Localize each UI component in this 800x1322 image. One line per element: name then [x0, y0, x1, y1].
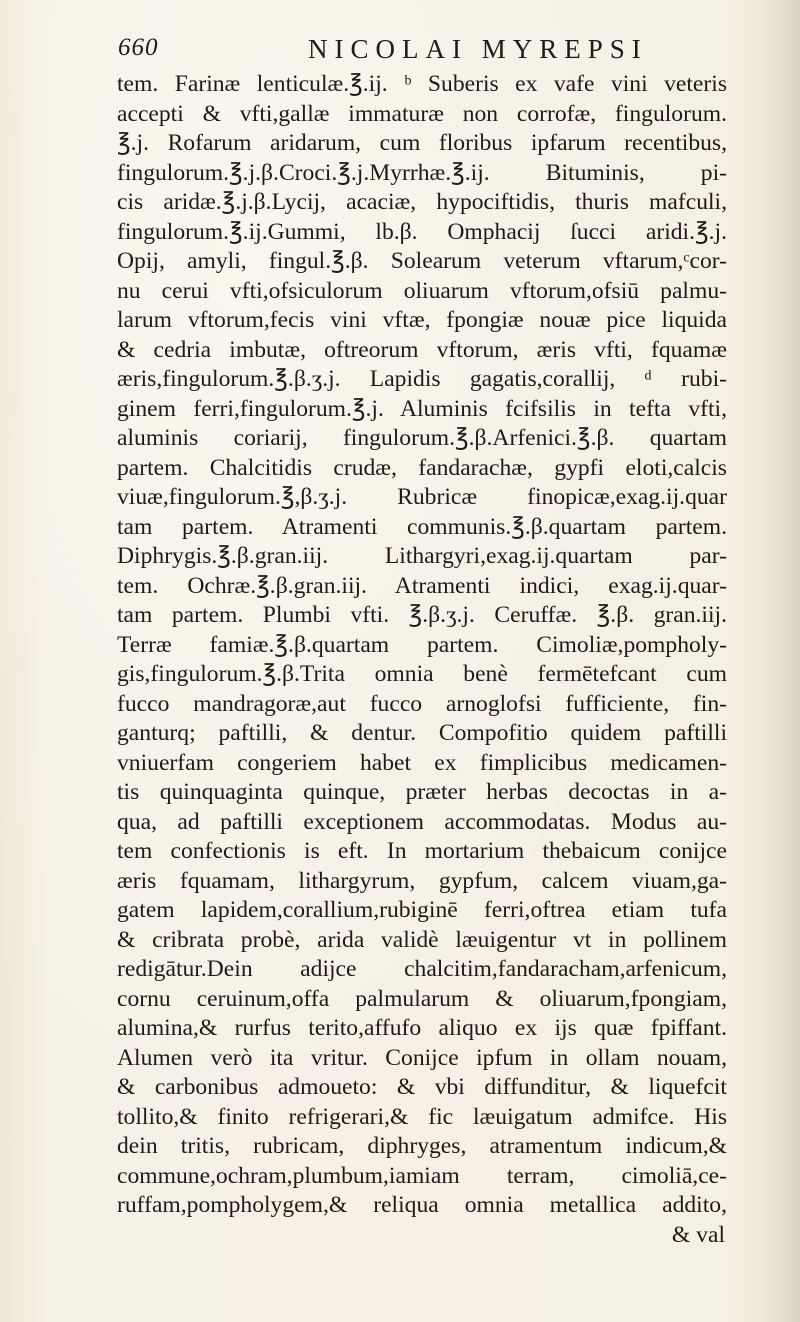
- text-line: tis quinquaginta quinque, præter herbas decoctas in a-: [117, 779, 727, 805]
- running-head: NICOLAI MYREPSI: [308, 34, 648, 64]
- text-line: Opij, amyli, fingul.℥.β. Solearum veterum vftarum,ᶜcor-: [117, 248, 727, 274]
- text-line: alumina,& rurfus terito,affufo aliquo ex ijs quæ fpiffant.: [117, 1015, 727, 1041]
- text-line: tam partem. Plumbi vfti. ℥.β.ʒ.j. Ceruffæ. ℥.β. gran.iij.: [117, 602, 727, 628]
- text-line: viuæ,fingulorum.℥,β.ʒ.j. Rubricæ finopicæ,exag.ij.quar: [117, 484, 727, 510]
- text-line: ℥.j. Rofarum aridarum, cum floribus ipfarum recentibus,: [117, 130, 727, 156]
- text-line: tam partem. Atramenti communis.℥.β.quartam partem.: [117, 513, 727, 540]
- text-line: larum vftorum,fecis vini vftæ, fpongiæ nouæ pice liquida: [117, 307, 727, 333]
- text-line: & cribrata probè, arida validè læuigentur vt in pollinem: [117, 926, 727, 953]
- text-line: æris fquamam, lithargyrum, gypfum, calcem viuam,ga-: [117, 867, 727, 894]
- text-line: cis aridæ.℥.j.β.Lycij, acaciæ, hypociftidis, thuris mafculi,: [117, 189, 727, 215]
- text-line: nu cerui vfti,ofsiculorum oliuarum vftorum,ofsiū palmu-: [117, 277, 727, 304]
- text-line: redigātur.Dein adijce chalcitim,fandaracham,arfenicum,: [117, 956, 727, 982]
- text-line: tem. Farinæ lenticulæ.℥.ij. ᵇ Suberis ex vafe vini veteris: [117, 71, 727, 97]
- text-line: dein tritis, rubricam, diphryges, atramentum indicum,&: [117, 1133, 727, 1159]
- text-line: Alumen verò ita vritur. Conijce ipfum in ollam nouam,: [117, 1044, 727, 1071]
- text-line: ganturq; paftilli, & dentur. Compofitio quidem paftilli: [117, 720, 727, 746]
- text-line: cornu ceruinum,offa palmularum & oliuarum,fpongiam,: [117, 985, 727, 1012]
- text-line: Terræ famiæ.℥.β.quartam partem. Cimoliæ,pompholy-: [117, 631, 727, 658]
- text-line: fingulorum.℥.ij.Gummi, lb.β. Omphacij ſucci aridi.℥.j.: [117, 218, 727, 245]
- text-line: gatem lapidem,corallium,rubiginē ferri,oftrea etiam tufa: [117, 897, 727, 923]
- page-number: 660: [118, 34, 159, 61]
- text-line: fingulorum.℥.j.β.Croci.℥.j.Myrrhæ.℥.ij. Bituminis, pi-: [117, 159, 727, 186]
- text-line: ginem ferri,fingulorum.℥.j. Aluminis fcifsilis in tefta vfti,: [117, 395, 727, 422]
- text-line: accepti & vfti,gallæ immaturæ non corrofæ, fingulorum.: [117, 100, 727, 127]
- text-line: fucco mandragoræ,aut fucco arnoglofsi fufficiente, fin-: [117, 690, 727, 717]
- page-header: [118, 34, 718, 74]
- body-text: [117, 70, 727, 1250]
- text-line: qua, ad paftilli exceptionem accommodatas. Modus au-: [117, 808, 727, 835]
- text-line: tem confectionis is eft. In mortarium thebaicum conijce: [117, 838, 727, 864]
- text-line: Diphrygis.℥.β.gran.iij. Lithargyri,exag.ij.quartam par-: [117, 543, 727, 569]
- text-line: æris,fingulorum.℥.β.ʒ.j. Lapidis gagatis,corallij, ᵈ rubi-: [117, 366, 727, 392]
- text-line: gis,fingulorum.℥.β.Trita omnia benè fermētefcant cum: [117, 661, 727, 687]
- text-line: vniuerfam congeriem habet ex fimplicibus medicamen-: [117, 749, 727, 776]
- page-gutter-shadow: [760, 0, 800, 1322]
- catchword: & val: [671, 1221, 725, 1248]
- text-line: & cedria imbutæ, oftreorum vftorum, æris vfti, fquamæ: [117, 336, 727, 363]
- text-line: partem. Chalcitidis crudæ, fandarachæ, gypfi eloti,calcis: [117, 454, 727, 481]
- text-line: commune,ochram,plumbum,iamiam terram, cimoliā,ce-: [117, 1162, 727, 1189]
- text-line: tem. Ochræ.℥.β.gran.iij. Atramenti indici, exag.ij.quar-: [117, 572, 727, 599]
- text-line: aluminis coriarij, fingulorum.℥.β.Arfenici.℥.β. quartam: [117, 425, 727, 451]
- text-line: ruffam,pompholygem,& reliqua omnia metallica addito,: [117, 1192, 727, 1218]
- text-line: & carbonibus admoueto: & vbi diffunditur, & liquefcit: [117, 1074, 727, 1100]
- text-line: tollito,& finito refrigerari,& fic læuigatum admifce. His: [117, 1103, 727, 1130]
